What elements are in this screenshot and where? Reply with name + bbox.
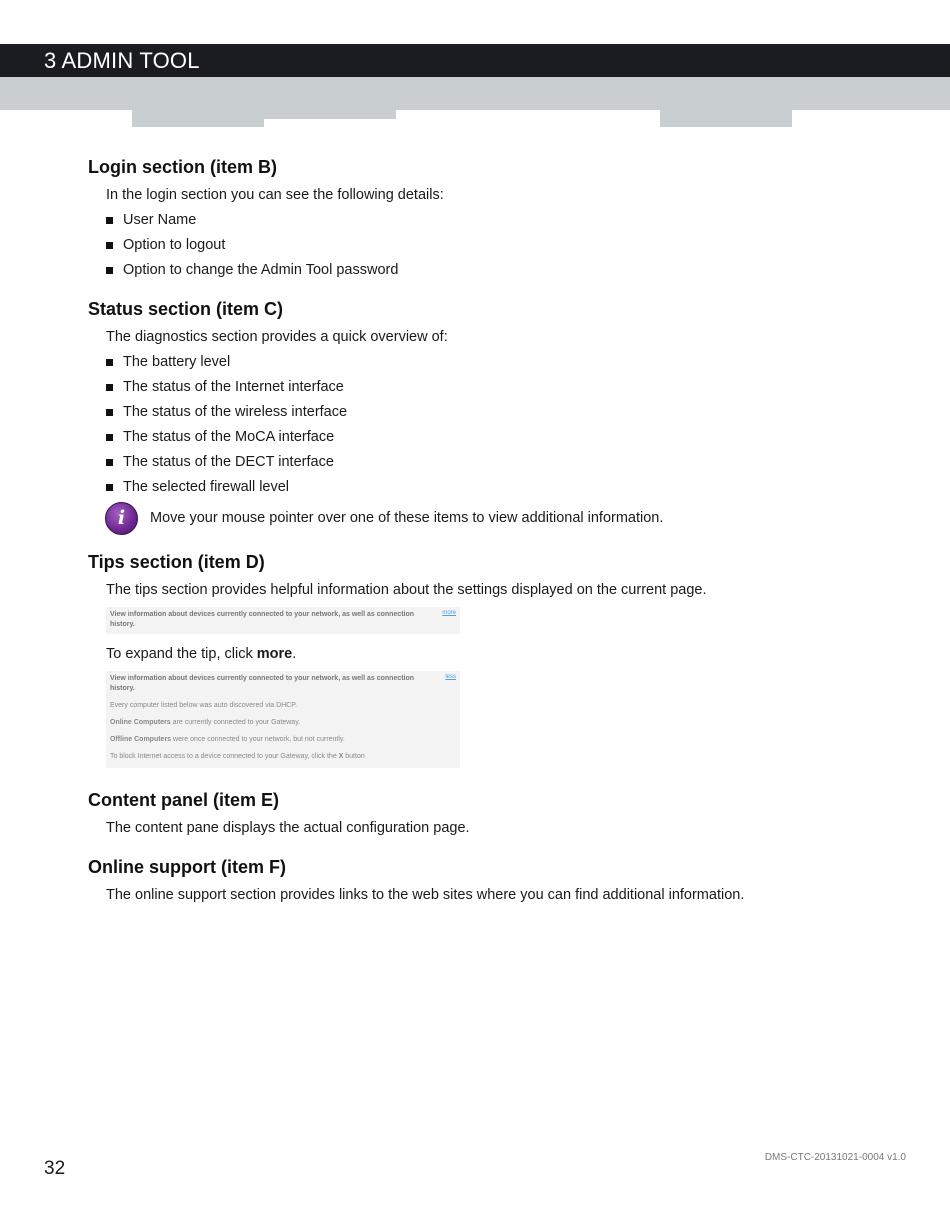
info-icon: i (105, 502, 138, 535)
section-intro: In the login section you can see the following details: (106, 187, 444, 203)
list-item: The status of the wireless interface (106, 400, 908, 425)
section-heading: Online support (item F) (88, 857, 286, 877)
more-bold: more (256, 646, 293, 662)
bullet-icon (106, 484, 113, 491)
info-note (88, 500, 908, 536)
list-item: User Name (106, 208, 908, 233)
chapter-title: 3 ADMIN TOOL (44, 48, 200, 73)
bullet-list (88, 350, 908, 500)
more-link[interactable]: more (442, 610, 456, 616)
chapter-header-bar (0, 44, 950, 77)
less-link[interactable]: less (445, 674, 456, 680)
page-content (88, 155, 908, 922)
bullet-icon (106, 384, 113, 391)
header-gray-band (0, 77, 950, 110)
bullet-icon (106, 359, 113, 366)
tip-text: View information about devices currently connected to your network, as well as connection history. (110, 675, 415, 692)
bullet-list (88, 208, 908, 283)
tip-line: Online Computers are currently connected to your Gateway. (110, 719, 301, 726)
bullet-icon (106, 409, 113, 416)
section-heading: Status section (item C) (88, 299, 284, 319)
bullet-icon (106, 217, 113, 224)
header-tab-decoration (264, 110, 396, 119)
section-intro: The online support section provides links to the web sites where you can find additional information. (106, 887, 745, 903)
login-section (88, 155, 908, 283)
bullet-icon (106, 267, 113, 274)
tips-section (88, 550, 908, 768)
content-section (88, 788, 908, 841)
tip-text: View information about devices currently connected to your network, as well as connection history. (110, 611, 415, 628)
document-id: DMS-CTC-20131021-0004 v1.0 (764, 1152, 906, 1163)
list-item: The status of the MoCA interface (106, 425, 908, 450)
tip-screenshot-collapsed (106, 607, 460, 634)
tip-line: To block Internet access to a device connected to your Gateway, click the X button (110, 753, 365, 760)
list-item: The selected firewall level (106, 475, 908, 500)
list-item: The status of the DECT interface (106, 450, 908, 475)
section-heading: Content panel (item E) (88, 790, 280, 810)
note-text: Move your mouse pointer over one of these items to view additional information. (150, 510, 664, 526)
tip-line: Every computer listed below was auto discovered via DHCP. (110, 702, 298, 709)
header-tab-decoration (660, 110, 792, 127)
section-intro: The content pane displays the actual configuration page. (106, 820, 470, 836)
support-section (88, 855, 908, 908)
tip-line: Offline Computers were once connected to your network, but not currently. (110, 736, 345, 743)
bullet-icon (106, 459, 113, 466)
status-section (88, 297, 908, 536)
list-item: Option to change the Admin Tool password (106, 258, 908, 283)
list-item: Option to logout (106, 233, 908, 258)
bullet-icon (106, 434, 113, 441)
section-intro: The tips section provides helpful information about the settings displayed on the current page. (106, 582, 707, 598)
tip-screenshot-expanded (106, 671, 460, 768)
list-item: The battery level (106, 350, 908, 375)
section-heading: Login section (item B) (88, 157, 277, 177)
section-heading: Tips section (item D) (88, 552, 265, 572)
section-intro: The diagnostics section provides a quick overview of: (106, 329, 448, 345)
list-item: The status of the Internet interface (106, 375, 908, 400)
header-tab-decoration (132, 110, 264, 127)
bullet-icon (106, 242, 113, 249)
page-number: 32 (44, 1158, 66, 1179)
expand-instruction: To expand the tip, click more. (106, 646, 297, 662)
